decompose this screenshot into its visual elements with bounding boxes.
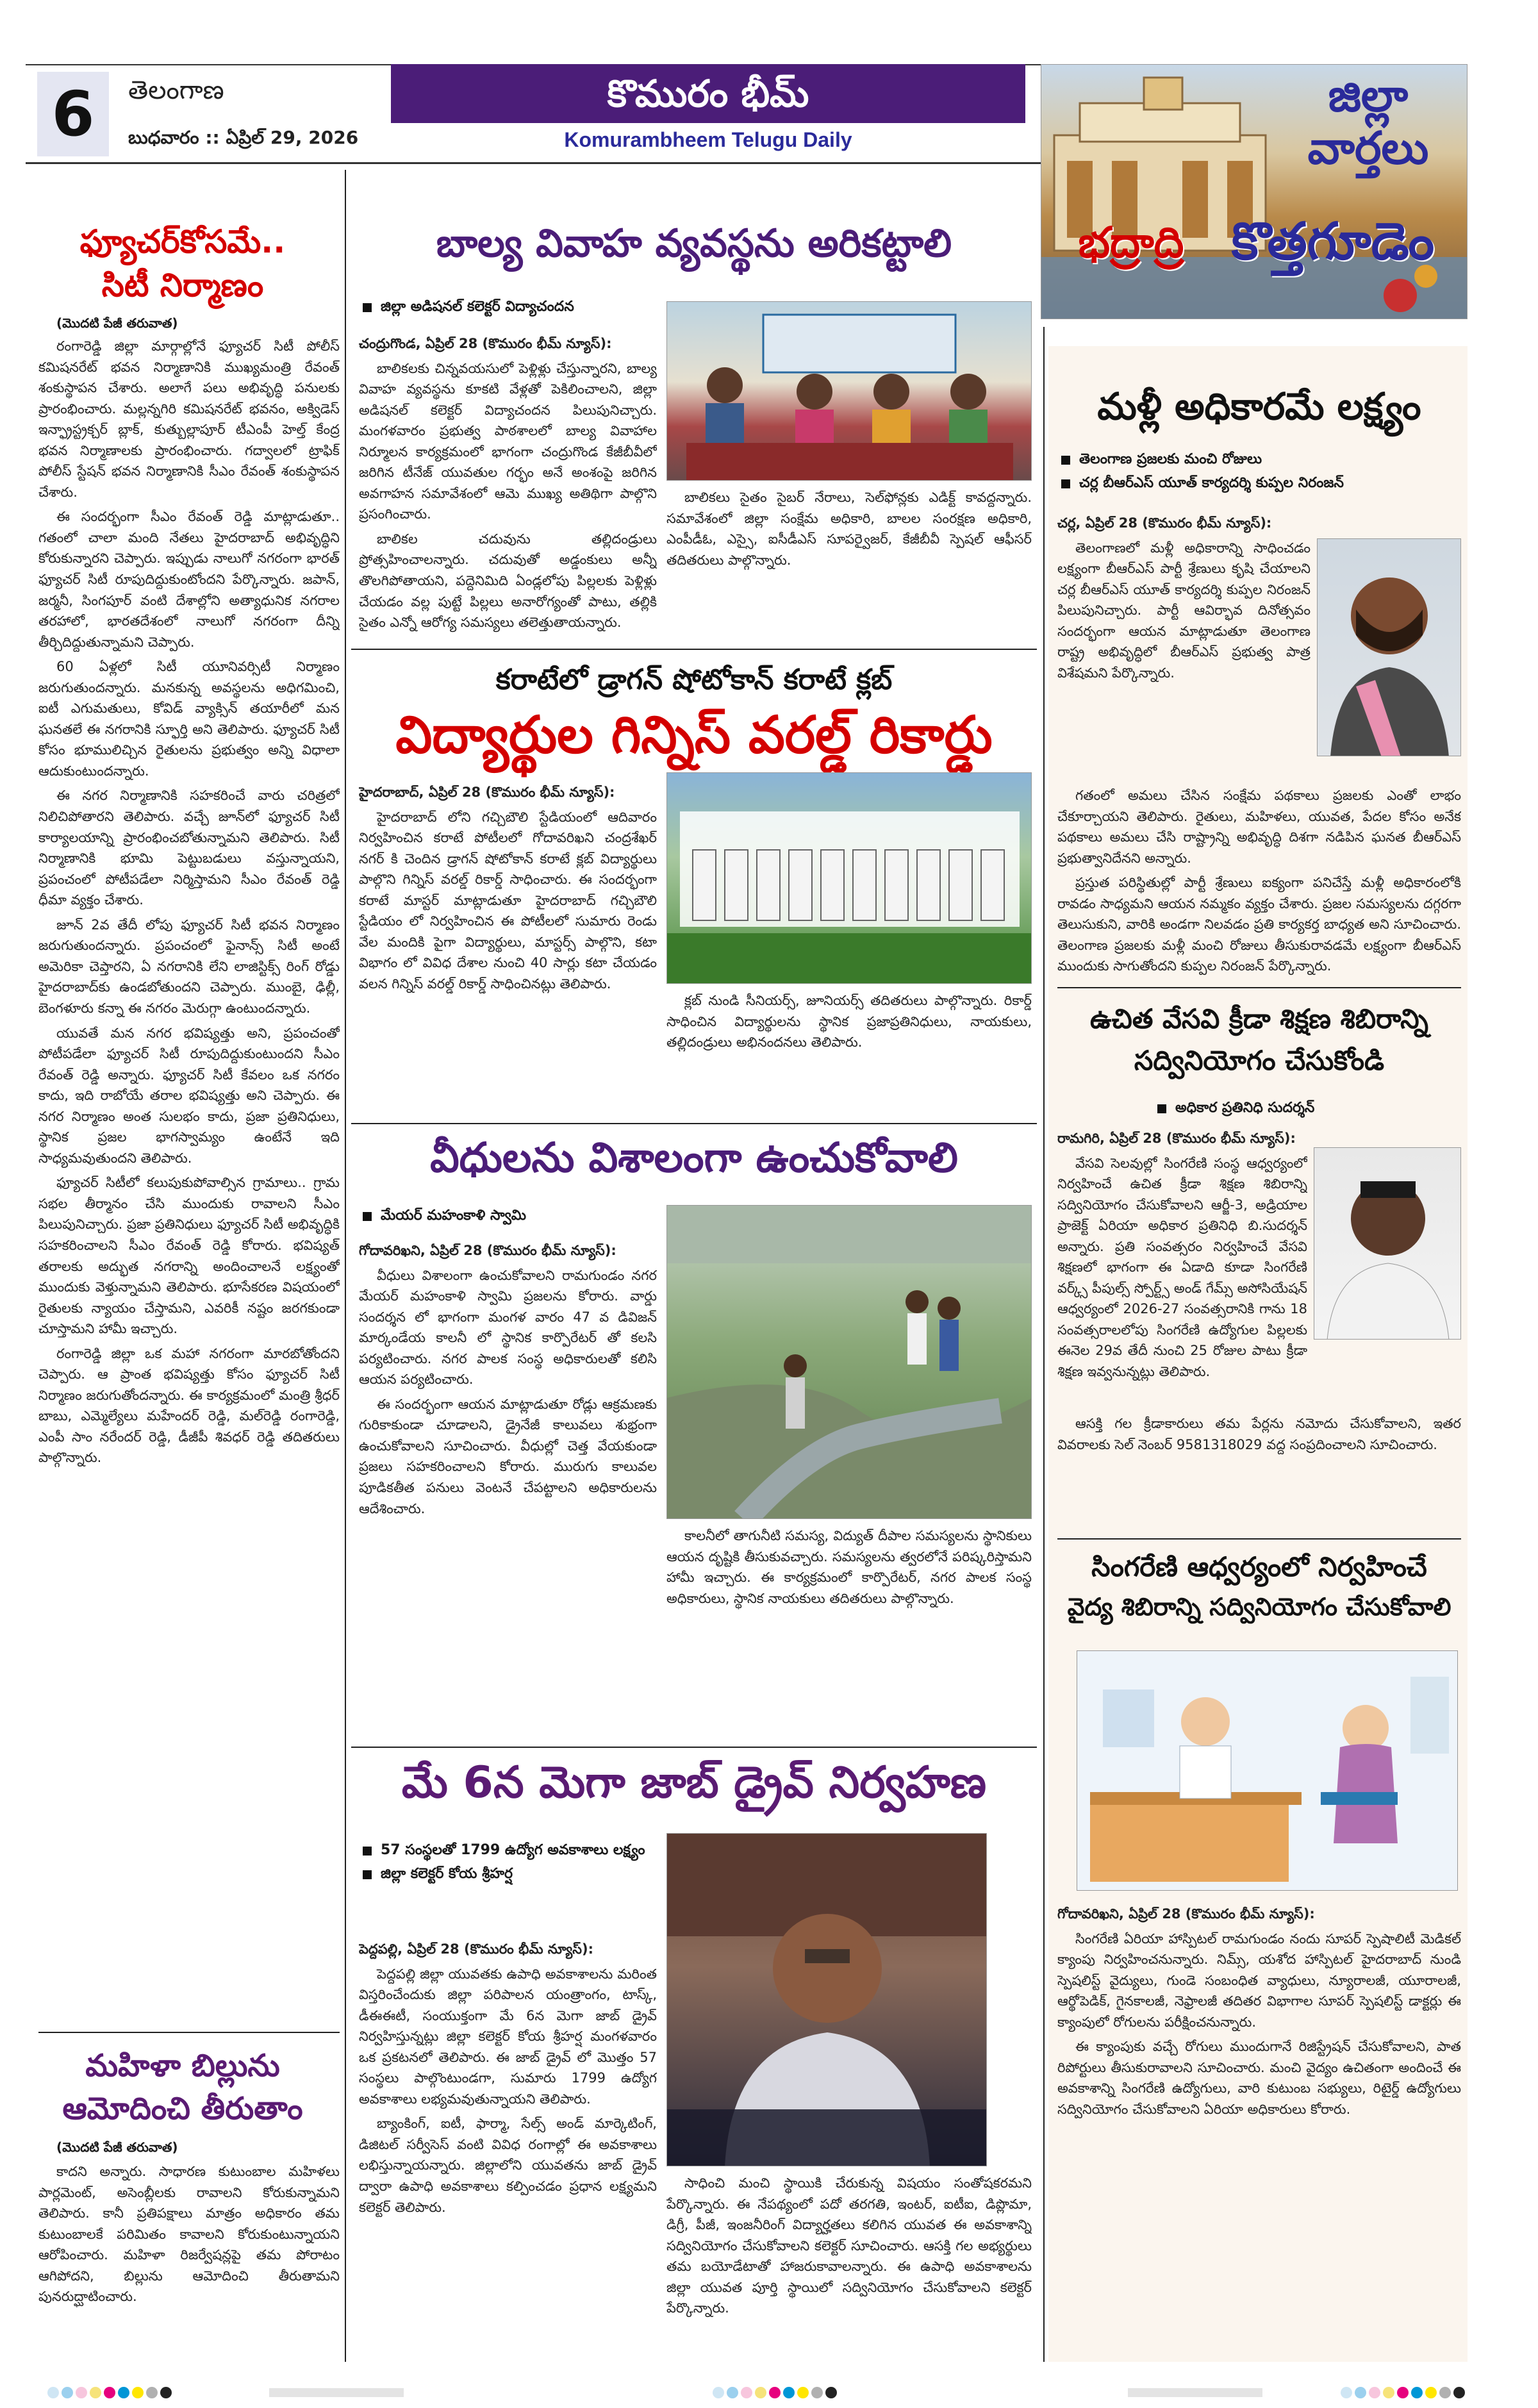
registration-marks-left — [46, 2386, 200, 2400]
paragraph: రంగారెడ్డి జిల్లా ఒక మహా నగరంగా మారబోతోందని చెప్పారు. ఆ ప్రాంత భవిష్యత్తు కోసం ఫ్యూచర్ సిటీ నిర్మాణం జరుగుతోందన్నారు. ఈ కార్యక్రమంలో మంత్రి శ్రీధర్ బాబు, ఎమ్మెల్యేలు మహేందర్ రెడ్డి, మల్‌రెడ్డి రంగారెడ్డి, ఎంపీ సాం నరేందర్ రెడ్డి, డీజీపీ శివధర్ రెడ్డి తదితరులు పాల్గొన్నారు. — [38, 1345, 340, 1466]
drain-inspection-illustration — [667, 1206, 1032, 1519]
camp-headline-line2: సద్వినియోగం చేసుకోండి — [1134, 1045, 1385, 1076]
masthead-title: కొమురం భీమ్ — [607, 72, 809, 115]
paragraph: వీధులు విశాలంగా ఉంచుకోవాలని రామగుండం నగర మేయర్ మహంకాళి స్వామి ప్రజలను కోరారు. వార్డు సందర్శన లో భాగంగా మంగళ వారం 47 వ డివిజన్ మార్కండేయ కాలనీ లో స్థానిక కార్పొరేటర్ తో కలసి పర్యటించారు. నగర పాలక సంస్థ అధికారులతో కలిసి ఆయన పర్యటించారు. — [359, 1267, 657, 1388]
camp-body-cont — [1057, 1413, 1461, 1529]
left-byline: (మొదటి పేజీ తరువాత) — [56, 315, 178, 331]
paragraph: ఈ నగర నిర్మాణానికి సహకరించే వారు చరిత్రలో నిలిచిపోతారని తెలిపారు. వచ్చే జూన్‌లో ఫ్యూచర్ సిటీ కార్యాలయాన్ని ప్రారంభించబోతున్నామని తెలిపారు. సిటీ నిర్మాణానికి భూమి పెట్టుబడులు వస్తున్నాయని, ప్రపంచంలో పోటీపడేలా నిర్మిస్తామని సీఎం రేవంత్ రెడ్డి ధీమా వ్యక్తం చేశారు. — [38, 788, 340, 908]
divider-karate — [351, 649, 1037, 650]
section-label: తెలంగాణ — [128, 76, 224, 105]
sudarshan-photo — [1314, 1147, 1461, 1340]
divider-medical — [1057, 1538, 1461, 1540]
paragraph: బాలికలకు చిన్నవయసులో పెళ్లిళ్లు చేస్తున్నారని, బాల్య వివాహ వ్యవస్థను కూకటి వేళ్లతో పెకిలించాలని, జిల్లా అడిషనల్ కలెక్టర్ విద్యాచందన పిలుపునిచ్చారు. మంగళవారం ప్రభుత్వ పాఠశాలలో బాల్య వివాహాల నిర్మూలన కార్యక్రమంలో భాగంగా చంద్రుగొండ కేజీబీవీలో జరిగిన టీనేజ్ యువతుల గర్భం అనే అంశంపై జరిగిన అవగాహన సమావేశంలో ఆమె ముఖ్య అతిథిగా పాల్గొని ప్రసంగించారు. — [359, 360, 657, 522]
paragraph: సింగరేణి ఏరియా హాస్పిటల్ రామగుండం నందు సూపర్ స్పెషాలిటీ మెడికల్ క్యాంపు నిర్వహించనున్నారు. నిమ్స్, యశోద హాస్పిటల్ హైదరాబాద్ నుండి స్పెషలిస్ట్ వైద్యులు, గుండె సంబంధిత వ్యాధులు, న్యూరాలజీ, యూరాలజీ, ఆర్థోపెడిక్, గైనకాలజీ, నెఫ్రాలజీ తదితర విభాగాల సూపర్ స్పెషలిస్ట్ డాక్టర్లు ఈ క్యాంపులో రోగులను పరీక్షించనున్నారు. — [1057, 1931, 1461, 2030]
power-bullets — [1057, 449, 1461, 496]
women-bill-body — [38, 2161, 340, 2360]
paragraph: ఆసక్తి గల క్రీడాకారులు తమ పేర్లను నమోదు చేసుకోవాలని, ఇతర వివరాలకు సెల్ నెంబర్ 9581318029 వద్ద సంప్రదించాలని సూచించారు. — [1057, 1416, 1461, 1452]
camp-bullets — [1154, 1097, 1455, 1121]
doctor-patient-illustration — [1077, 1651, 1458, 1891]
divider-roads — [351, 1123, 1037, 1124]
paragraph: రంగారెడ్డి జిల్లా మార్గాల్లోనే ఫ్యూచర్ సిటీ పోలీస్ కమిషనరేట్ భవన నిర్మాణానికి ముఖ్యమంత్రి రేవంత్ శంకుస్థాపన చేశారు. అలాగే పలు అభివృద్ధి పనులకు ప్రారంభించారు. మల్లన్నగిరి కమిషనరేట్ భవనం, అక్విడెస్ ఇన్ఫ్రాస్ట్రక్చర్ బ్లాక్, కుత్బుల్లాపూర్ టీఎంపీ హెల్త్ కేంద్ర భవన నిర్మాణాలకు ప్రారంభించారు. గద్వాలలో ట్రాఫిక్ పోలీస్ స్టేషన్ భవన నిర్మాణానికి సీఎం రేవంత్ శంకుస్థాపన చేశారు. — [38, 338, 340, 500]
registration-bar-right — [1128, 2388, 1262, 2397]
bullet-point: మేయర్ మహంకాళి స్వామి — [359, 1205, 660, 1226]
child-marriage-body-cont — [666, 487, 1032, 641]
medical-illustration — [1077, 1650, 1458, 1891]
left-divider — [38, 2032, 340, 2033]
bullet-point: జిల్లా కలెక్టర్ కోయ శ్రీహర్ష — [359, 1863, 660, 1884]
women-bill-byline: (మొదటి పేజీ తరువాత) — [56, 2139, 178, 2155]
roads-bullets — [359, 1205, 660, 1229]
paragraph: బాలికల చదువును తల్లిదండ్రులు ప్రోత్సహించాలన్నారు. చదువుతో అడ్డంకులు అన్నీ తొలగిపోతాయని, పద్దెనిమిది ఏండ్లలోపు పిల్లలకు పెళ్లిళ్లు చేయడం వల్ల పుట్టే పిల్లలు అనారోగ్యంతో పాటు, తల్లికి సైతం ఎన్నో ఆరోగ్య సమస్యలు తలెత్తుతాయన్నారు. — [359, 531, 657, 631]
dateline: పెద్దపల్లి, ఏప్రిల్ 28 (కొమురం భీమ్ న్యూస్): — [359, 1941, 593, 1957]
job-drive-headline: మే 6న మెగా జాబ్ డ్రైవ్ నిర్వహణ — [401, 1757, 987, 1808]
karate-body-cont — [666, 990, 1032, 1118]
niranjan-photo — [1317, 538, 1461, 756]
paragraph: యువతే మన నగర భవిష్యత్తు అని, ప్రపంచంతో పోటీపడేలా ఫ్యూచర్ సిటీ రూపుదిద్దుకుంటుందని సీఎం రేవంత్ రెడ్డి అన్నారు. ఫ్యూచర్ సిటీ కేవలం ఒక నగరం కాదు, ఇది రాబోయే తరాల భవిష్యత్తు అని చెప్పారు. ఈ నగర నిర్మాణం అంత సులభం కాదు, ప్రజా ప్రతినిధులు, స్థానిక ప్రజల భాగస్వామ్యం ఉంటేనే ఇది సాధ్యమవుతుందని తెలిపారు. — [38, 1025, 340, 1166]
column-rule-left — [345, 170, 346, 2362]
karate-body — [359, 782, 657, 1115]
registration-marks-center — [711, 2386, 865, 2400]
banner-title-top: జిల్లా — [1328, 69, 1409, 122]
paragraph: ఈ సందర్భంగా ఆయన మాట్లాడుతూ రోడ్లు ఆక్రమణకు గురికాకుండా చూడాలని, డ్రైనేజీ కాలువలు శుభ్రంగా ఉంచుకోవాలని సూచించారు. వీధుల్లో చెత్త వేయకుండా ప్రజలు సహకరించాలని కోరారు. మురుగు కాలువల పూడికతీత పనులు వెంటనే చేపట్టాలని అధికారులను ఆదేశించారు. — [359, 1396, 657, 1516]
job-drive-body-cont — [666, 2173, 1032, 2362]
paragraph: జూన్ 2వ తేదీ లోపు ఫ్యూచర్ సిటీ భవన నిర్మాణం జరుగుతుందన్నారు. ప్రపంచంలో ఫైనాన్స్ సిటీ అంటే అమెరికా చెప్తారని, ఏ నగరానికి లేని లాజిస్టిక్స్ రింగ్ రోడ్డు హైదరాబాద్‌కు ఉండబోతుందని చెప్పారు. ముంబై, ఢిల్లీ, బెంగళూరు కన్నా ఈ నగరం మెరుగ్గా ఉంటుందన్నారు. — [38, 917, 340, 1016]
registration-marks-right — [1339, 2386, 1493, 2400]
left-headline-line2: సిటీ నిర్మాణం — [101, 267, 264, 304]
meeting-illustration — [667, 302, 1032, 481]
divider-camp — [1057, 987, 1461, 988]
dateline: గోదావరిఖని, ఏప్రిల్ 28 (కొమురం భీమ్ న్యూస్): — [359, 1243, 616, 1258]
banner-title-bottom: వార్తలు — [1307, 122, 1429, 174]
paragraph: పెద్దపల్లి జిల్లా యువతకు ఉపాధి అవకాశాలను మరింత విస్తరించేందుకు జిల్లా పరిపాలన యంత్రాంగం, టాస్క్, డీఈఈటీ, సంయుక్తంగా మే 6న మెగా జాబ్ డ్రైవ్ నిర్వహిస్తున్నట్లు జిల్లా కలెక్టర్ కోయ శ్రీహర్ష మంగళవారం ఒక ప్రకటనలో తెలిపారు. ఈ జాబ్ డ్రైవ్ లో మొత్తం 57 సంస్థలు పాల్గొంటుండగా, సుమారు 1799 ఉద్యోగ అవకాశాలు లభ్యమవుతున్నాయని తెలిపారు. — [359, 1966, 657, 2107]
power-body-cont — [1057, 785, 1461, 977]
child-marriage-photo — [666, 301, 1032, 481]
medical-body — [1057, 1904, 1461, 2362]
dateline: చర్ల, ఏప్రిల్ 28 (కొమురం భీమ్ న్యూస్): — [1057, 515, 1272, 531]
paragraph: వేసవి సెలవుల్లో సింగరేణి సంస్థ ఆధ్వర్యంలో నిర్వహించే ఉచిత క్రీడా శిక్షణ శిబిరాన్ని సద్వినియోగం చేసుకోవాలని ఆర్జీ-3, అడ్రియాల ప్రాజెక్ట్ ఏరియా అధికార ప్రతినిధి బి.సుదర్శన్ అన్నారు. ప్రతి సంవత్సరం నిర్వహించే వేసవి శిక్షణలో భాగంగా ఈ ఏడాది కూడా సింగరేణి వర్క్స్ పీపుల్స్ స్పోర్ట్స్ అండ్ గేమ్స్ అసోసియేషన్ ఆధ్వర్యంలో 2026-27 సంవత్సరానికి గాను 18 సంవత్సరాలలోపు సింగరేణి ఉద్యోగుల పిల్లలకు ఈనెల 29వ తేదీ నుంచి 25 రోజుల పాటు క్రీడా శిక్షణ ఇవ్వనున్నట్లు తెలిపారు. — [1057, 1155, 1307, 1380]
dateline: హైదరాబాద్, ఏప్రిల్ 28 (కొమురం భీమ్ న్యూస్): — [359, 785, 615, 800]
paragraph: ఈ క్యాంపుకు వచ్చే రోగులు ముందుగానే రిజిస్ట్రేషన్ చేసుకోవాలని, పాత రిపోర్టులు తీసుకురావాలని సూచించారు. మంచి వైద్యం ఉచితంగా అందించే ఈ అవకాశాన్ని సింగరేణి ఉద్యోగులు, వారి కుటుంబ సభ్యులు, రిటైర్డ్ ఉద్యోగులు సద్వినియోగం చేసుకోవాలని ఏరియా అధికారులు కోరారు. — [1057, 2039, 1461, 2117]
issue-date: బుధవారం :: ఏప్రిల్ 29, 2026 — [128, 127, 359, 148]
paragraph: కాలనీలో తాగునీటి సమస్య, విద్యుత్ దీపాల సమస్యలను స్థానికులు ఆయన దృష్టికి తీసుకువచ్చారు. సమస్యలను త్వరలోనే పరిష్కరిస్తామని హామీ ఇచ్చారు. ఈ కార్యక్రమంలో కార్పొరేటర్, నగర పాలక సంస్థ అధికారులు, స్థానిక నాయకులు తదితరులు పాల్గొన్నారు. — [666, 1528, 1032, 1606]
left-headline-line1: ఫ్యూచర్‌కోసమే.. — [79, 223, 286, 260]
bullet-point: చర్ల బీఆర్ఎస్ యూత్ కార్యదర్శి కుప్పల నిరంజన్ — [1057, 472, 1461, 494]
child-marriage-headline: బాల్య వివాహ వ్యవస్థను అరికట్టాలి — [436, 221, 952, 266]
child-marriage-bullets — [359, 296, 660, 320]
masthead-subtitle: Komurambheem Telugu Daily — [564, 128, 852, 151]
paragraph: ఈ సందర్భంగా సీఎం రేవంత్ రెడ్డి మాట్లాడుతూ.. గతంలో చాలా మంది నేతలు హైదరాబాద్ అభివృద్ధిని కోరుకున్నారని చెప్పారు. ఇప్పుడు నాలుగో నగరంగా భారత్ ఫ్యూచర్ సిటీ రూపుదిద్దుకుంటోందని పేర్కొన్నారు. జపాన్, జర్మనీ, సింగపూర్ వంటి దేశాల్లోని అత్యాధునిక నగరాల తరహాలో, భారతదేశంలో నాలుగో నగరంగా దీన్ని తీర్చిదిద్దుతున్నామని చెప్పారు. — [38, 509, 340, 650]
medical-headline-line2: వైద్య శిబిరాన్ని సద్వినియోగం చేసుకోవాలి — [1067, 1593, 1451, 1621]
paragraph: కాదని అన్నారు. సాధారణ కుటుంబాల మహిళలు పార్లమెంట్, అసెంబ్లీలకు రావాలని కోరుకున్నామని తెలిపారు. కానీ ప్రతిపక్షాలు మాత్రం అధికారం తమ కుటుంబాలకే పరిమితం కావాలని కోరుకుంటున్నాయని ఆరోపించారు. మహిళా రిజర్వేషన్లపై తమ పోరాటం ఆగిపోదని, బిల్లును ఆమోదించి తీరుతామని పునరుద్ఘాటించారు. — [38, 2164, 340, 2305]
dateline: గోదావరిఖని, ఏప్రిల్ 28 (కొమురం భీమ్ న్యూస్): — [1057, 1906, 1315, 1922]
karate-photo — [666, 772, 1032, 984]
collector-portrait-illustration — [667, 1834, 987, 2166]
bullet-point: 57 సంస్థలతో 1799 ఉద్యోగ అవకాశాలు లక్ష్యం — [359, 1839, 660, 1861]
roads-headline: వీధులను విశాలంగా ఉంచుకోవాలి — [430, 1134, 958, 1182]
paragraph: బ్యాంకింగ్, ఐటీ, ఫార్మా, సేల్స్ అండ్ మార్కెటింగ్, డిజిటల్ సర్వీసెస్ వంటి వివిధ రంగాల్లో ఈ అవకాశాలు లభిస్తున్నాయన్నారు. జిల్లాలోని యువతను జాబ్ డ్రైవ్ ద్వారా ఉపాధి అవకాశాలు కల్పించడం ప్రధాన లక్ష్యమని కలెక్టర్ తెలిపారు. — [359, 2116, 657, 2215]
bullet-point: అధికార ప్రతినిధి సుదర్శన్ — [1154, 1097, 1455, 1118]
banner-place-blue: కొత్తగూడెం — [1231, 212, 1435, 271]
dateline: రామగిరి, ఏప్రిల్ 28 (కొమురం భీమ్ న్యూస్): — [1057, 1131, 1296, 1146]
job-drive-body — [359, 1939, 657, 2362]
registration-bar-left — [269, 2388, 404, 2397]
collector-photo — [666, 1833, 987, 2166]
power-body — [1057, 513, 1311, 782]
women-bill-headline-line1: మహిళా బిల్లును — [85, 2048, 280, 2084]
power-headline: మళ్లీ అధికారమే లక్ష్యం — [1097, 385, 1421, 428]
bullet-point: జిల్లా అడిషనల్ కలెక్టర్ విద్యాచందన — [359, 296, 660, 317]
paragraph: 60 ఏళ్లలో సిటీ యూనివర్సిటీ నిర్మాణం జరుగుతుందన్నారు. మనకున్న అవస్థలను అధిగమించి, ఐటీ ఎగుమతులు, కోవిడ్ వ్యాక్సిన్ తయారీలో మన ఘనతలే ఈ నగరానికి స్ఫూర్తి అని తెలిపారు. ఫ్యూచర్ సిటీ కోసం భూములిచ్చిన రైతులను ప్రభుత్వం అన్ని విధాలా ఆదుకుంటుందన్నారు. — [38, 659, 340, 779]
paragraph: సాధించి మంచి స్థాయికి చేరుకున్న విషయం సంతోషకరమని పేర్కొన్నారు. ఈ నేపథ్యంలో పదో తరగతి, ఇంటర్, ఐటీఐ, డిప్లొమా, డిగ్రీ, పీజీ, ఇంజనీరింగ్ విద్యార్హతలు కలిగిన యువత ఈ అవకాశాన్ని సద్వినియోగం చేసుకోవాలని కలెక్టర్ సూచించారు. ఆసక్తి గల అభ్యర్థులు తమ బయోడేటాతో హాజరుకావాలన్నారు. ఈ ఉపాధి అవకాశాలను జిల్లా యువత పూర్తి స్థాయిలో సద్వినియోగం చేసుకోవాలని కలెక్టర్ పేర్కొన్నారు. — [666, 2175, 1032, 2316]
paragraph: ఫ్యూచర్ సిటీలో కలుపుకుపోవాల్సిన గ్రామాలు.. గ్రామ సభల తీర్మానం చేసి ముందుకు రావాలని సీఎం పిలుపునిచ్చారు. ప్రజా ప్రతినిధులు ఫ్యూచర్ సిటీ అభివృద్ధికి సహకరించాలని సీఎం రేవంత్ రెడ్డి కోరారు. భవిష్యత్ తరాలకు అద్భుత నగరాన్ని అందించాలనే లక్ష్యంతో ముందుకు వెళ్తున్నామని తెలిపారు. భూసేకరణ విషయంలో రైతులకు న్యాయం చేస్తామని, ఎవరికీ నష్టం జరగకుండా చూస్తామని హామీ ఇచ్చారు. — [38, 1175, 340, 1337]
bullet-point: తెలంగాణ ప్రజలకు మంచి రోజులు — [1057, 449, 1461, 470]
roads-body-cont — [666, 1525, 1032, 1740]
camp-headline-line1: ఉచిత వేసవి క్రీడా శిక్షణ శిబిరాన్ని — [1090, 1003, 1428, 1034]
sudarshan-portrait-illustration — [1314, 1148, 1461, 1340]
karate-group-illustration — [667, 773, 1032, 984]
divider-job — [351, 1747, 1037, 1748]
camp-body — [1057, 1128, 1307, 1410]
child-marriage-body — [359, 333, 657, 641]
medical-headline-line1: సింగరేణి ఆధ్వర్యంలో నిర్వహించే — [1091, 1551, 1427, 1582]
niranjan-portrait-illustration — [1318, 539, 1461, 756]
paragraph: ప్రస్తుత పరిస్థితుల్లో పార్టీ శ్రేణులు ఐక్యంగా పనిచేస్తే మళ్లీ అధికారంలోకి రావడం సాధ్యమని ఆయన నమ్మకం వ్యక్తం చేశారు. ప్రజల సమస్యలను దగ్గరగా తెలుసుకుని, వారికి అండగా నిలవడం ప్రతి కార్యకర్త బాధ్యత అని సూచించారు. తెలంగాణ ప్రజలకు మళ్లీ మంచి రోజులు తీసుకురావడమే లక్ష్యంగా బీఆర్ఎస్ ముందుకు సాగుతోందని కుప్పల నిరంజన్ పేర్కొన్నారు. — [1057, 875, 1461, 974]
paragraph: తెలంగాణలో మళ్లీ అధికారాన్ని సాధించడం లక్ష్యంగా బీఆర్ఎస్ పార్టీ శ్రేణులు కృషి చేయాలని చర్ల బీఆర్ఎస్ యూత్ కార్యదర్శి కుప్పల నిరంజన్ పిలుపునిచ్చారు. పార్టీ ఆవిర్భావ దినోత్సవం సందర్భంగా ఆయన మాట్లాడుతూ తెలంగాణ రాష్ట్ర అభివృద్ధిలో బీఆర్ఎస్ ప్రభుత్వ పాత్ర విశేషమని పేర్కొన్నారు. — [1057, 540, 1311, 681]
paragraph: హైదరాబాద్ లోని గచ్చిబౌలి స్టేడియంలో ఆదివారం నిర్వహించిన కరాటే పోటీలలో గోదావరిఖని చంద్రశేఖర్ నగర్ కి చెందిన డ్రాగన్ షోటోకాన్ కరాటే క్లబ్ విద్యార్థులు పాల్గొని గిన్నిస్ వరల్డ్ రికార్డ్ సాధించారు. ఈ సందర్భంగా కరాటే మాస్టర్ మాట్లాడుతూ హైదరాబాద్ గచ్చిబౌలి స్టేడియం లో నిర్వహించిన ఈ పోటీలలో సుమారు రెండు వేల మందికి పైగా విద్యార్థులు, మాస్టర్స్ పాల్గొని, కటా విభాగం లో వివిధ దేశాల నుంచి 40 సార్లు కటా చేయడం వలన గిన్నిస్ వరల్డ్ రికార్డ్ సాధించినట్లు తెలిపారు. — [359, 809, 657, 992]
paragraph: గతంలో అమలు చేసిన సంక్షేమ పథకాలు ప్రజలకు ఎంతో లాభం చేకూర్చాయని తెలిపారు. రైతులు, మహిళలు, యువత, పేదల కోసం అనేక పథకాలు అమలు చేసి రాష్ట్రాన్ని అభివృద్ధి దిశగా నడిపిన ఘనత బీఆర్ఎస్ ప్రభుత్వానిదేనని అన్నారు. — [1057, 788, 1461, 866]
karate-kicker: కరాటేలో డ్రాగన్ షోటోకాన్ కరాటే క్లబ్ — [495, 663, 893, 696]
roads-photo — [666, 1205, 1032, 1519]
dateline: చంద్రుగొండ, ఏప్రిల్ 28 (కొమురం భీమ్ న్యూస్): — [359, 336, 612, 351]
karate-headline: విద్యార్థుల గిన్నిస్ వరల్డ్ రికార్డు — [395, 705, 993, 765]
left-article-body — [38, 336, 340, 2022]
roads-body — [359, 1240, 657, 1740]
women-bill-headline-line2: ఆమోదించి తీరుతాం — [62, 2091, 303, 2127]
job-drive-bullets — [359, 1839, 660, 1887]
paragraph: బాలికలు సైతం సైబర్ నేరాలు, సెల్‌ఫోన్లకు ఎడిక్ట్ కావద్దన్నారు. సమావేశంలో జిల్లా సంక్షేమ అధికారి, బాలల సంరక్షణ అధికారి, ఎంపీడీఓ, ఎస్సై, ఐసీడీఎస్ సూపర్వైజర్, కేజీబీవీ స్పెషల్ ఆఫీసర్ తదితరులు పాల్గొన్నారు. — [666, 490, 1032, 568]
banner-place-red: భద్రాద్రి — [1078, 218, 1184, 267]
page-number: 6 — [37, 72, 109, 156]
column-rule-right — [1043, 327, 1045, 2362]
paragraph: క్లబ్ నుండి సీనియర్స్, జూనియర్స్ తదితరులు పాల్గొన్నారు. రికార్డ్ సాధించిన విద్యార్థులను స్థానిక ప్రజాప్రతినిధులు, నాయకులు, తల్లిదండ్రులు అభినందనలు తెలిపారు. — [666, 993, 1032, 1050]
